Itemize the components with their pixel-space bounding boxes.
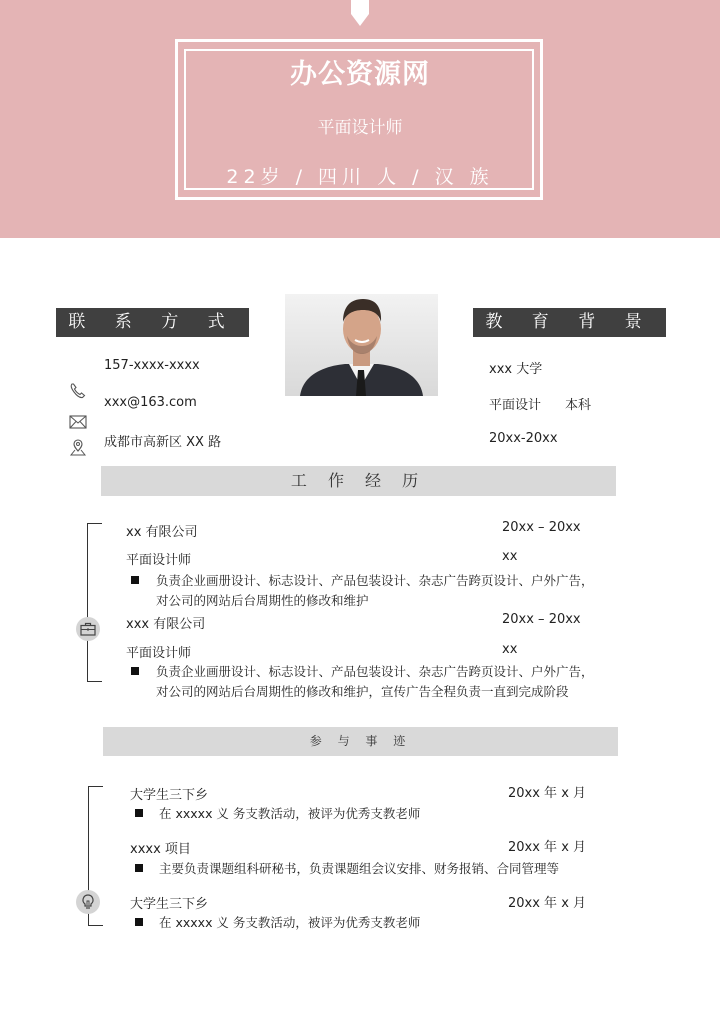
bullet-icon [131,576,139,584]
activity-desc: 在 xxxxx 义 务支教活动，被评为优秀支教老师 [159,806,421,821]
bullet-icon [131,667,139,675]
lightbulb-icon [76,890,100,914]
position: 平面设计师 [126,553,192,568]
work-desc-line: 对公司的网站后台周期性的修改和维护 [156,593,369,608]
work-period: 20xx – 20xx [502,520,581,535]
activity-date: 20xx 年 x 月 [508,840,587,855]
activity-name: xxxx 项目 [130,842,191,857]
bullet-icon [135,918,143,926]
address-value: 成都市高新区 XX 路 [104,435,222,450]
contact-section-title: 联 系 方 式 [56,308,249,337]
work-timeline-bracket [87,523,88,682]
degree: 本科 [565,398,592,413]
phone-icon [69,382,87,400]
activity-date: 20xx 年 x 月 [508,896,587,911]
school-name: xxx 大学 [489,362,543,377]
position: 平面设计师 [126,646,192,661]
phone-value: 157-xxxx-xxxx [104,358,200,373]
work-period: 20xx – 20xx [502,612,581,627]
bullet-icon [135,864,143,872]
position-extra: xx [502,549,518,564]
company-name: xx 有限公司 [126,525,198,540]
work-section-title: 工 作 经 历 [101,466,616,496]
personal-info: 22岁 / 四川 人 / 汉 族 [226,166,494,188]
bullet-icon [135,809,143,817]
briefcase-icon [76,617,100,641]
work-desc-line: 对公司的网站后台周期性的修改和维护，宣传广告全程负责一直到完成阶段 [156,684,569,699]
profile-photo [285,294,438,396]
work-desc-line: 负责企业画册设计、标志设计、产品包装设计、杂志广告跨页设计、户外广告， [156,573,594,588]
activity-name: 大学生三下乡 [130,788,209,803]
location-pin-icon [69,439,87,457]
activity-name: 大学生三下乡 [130,897,209,912]
tie-icon [349,0,371,26]
major: 平面设计 [489,398,542,413]
candidate-name: 办公资源网 [290,59,430,90]
position-extra: xx [502,642,518,657]
header-banner [0,0,720,238]
activity-desc: 主要负责课题组科研秘书，负责课题组会议安排、财务报销、合同管理等 [159,861,560,876]
activity-desc: 在 xxxxx 义 务支教活动，被评为优秀支教老师 [159,915,421,930]
email-value: xxx@163.com [104,395,197,410]
education-period: 20xx-20xx [489,431,558,446]
education-section-title: 教 育 背 景 [473,308,666,337]
job-title: 平面设计师 [317,118,403,138]
activity-date: 20xx 年 x 月 [508,786,587,801]
mail-icon [69,413,87,431]
work-desc-line: 负责企业画册设计、标志设计、产品包装设计、杂志广告跨页设计、户外广告， [156,664,594,679]
company-name: xxx 有限公司 [126,617,206,632]
person-portrait-icon [285,294,438,396]
activities-section-title: 参 与 事 迹 [103,727,618,756]
